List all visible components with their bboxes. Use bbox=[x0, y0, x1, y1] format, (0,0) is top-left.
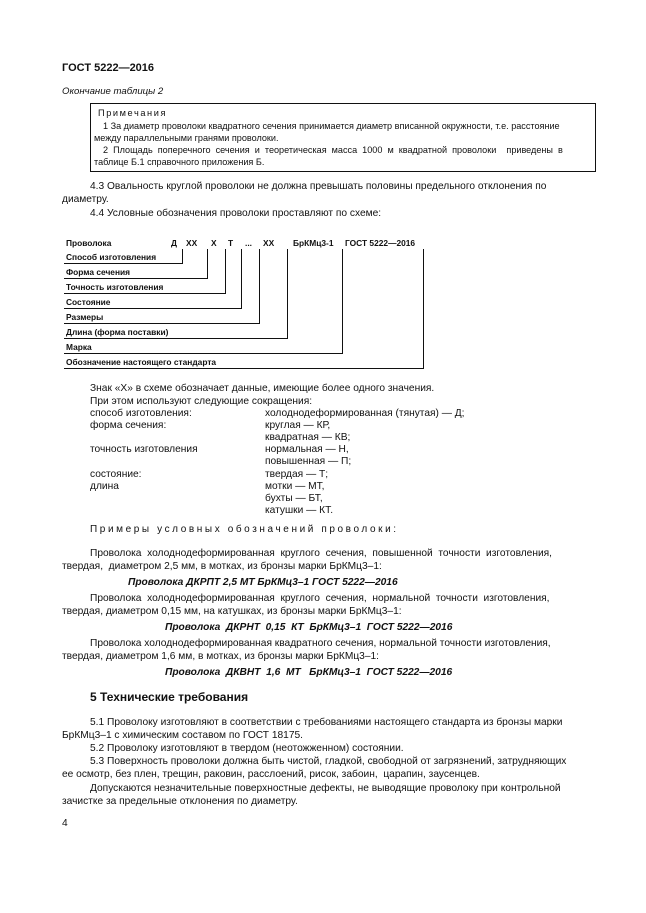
note-1-line-2: между параллельными гранями проволоки. bbox=[94, 133, 279, 143]
abbr-value-length-spools: катушки — КТ. bbox=[265, 505, 334, 516]
scheme-vline-standard bbox=[423, 249, 424, 369]
abbr-value-method: холоднодеформированная (тянутая) — Д; bbox=[265, 408, 465, 419]
example-1-code: Проволока ДКРПТ 2,5 МТ БрКМц3–1 ГОСТ 5222—2016 bbox=[128, 577, 398, 588]
example-2-code: Проволока ДКРНТ 0,15 КТ БрКМц3–1 ГОСТ 5222—2016 bbox=[165, 622, 453, 633]
abbr-label-length: длина bbox=[90, 481, 119, 492]
scheme-row-grade: Марка bbox=[66, 342, 92, 352]
scheme-line-method bbox=[64, 263, 182, 264]
scheme-row-method: Способ изготовления bbox=[66, 252, 157, 262]
example-2-line-1: Проволока холоднодеформированная круглого сечения, нормальной точности изготовления, bbox=[90, 593, 550, 604]
example-1-line-1: Проволока холоднодеформированная круглого сечения, повышенной точности изготовления, bbox=[90, 548, 553, 559]
abbr-label-state: состояние: bbox=[90, 469, 142, 480]
scheme-code-d: Д bbox=[171, 238, 177, 248]
abbr-label-shape: форма сечения: bbox=[90, 420, 167, 431]
scheme-grade: БрКМц3-1 bbox=[293, 238, 334, 248]
examples-heading: Примеры условных обозначений проволоки: bbox=[90, 524, 399, 535]
example-3-line-2: твердая, диаметром 1,6 мм, в мотках, из бронзы марки БрКМц3–1: bbox=[62, 651, 379, 662]
paragraph-5-3-line-1: 5.3 Поверхность проволоки должна быть чистой, гладкой, свободной от загрязнений, затрудняющих bbox=[90, 756, 567, 767]
abbr-label-method: способ изготовления: bbox=[90, 408, 192, 419]
scheme-vline-dots bbox=[259, 249, 260, 324]
scheme-line-length bbox=[64, 338, 287, 339]
scheme-row-length: Длина (форма поставки) bbox=[66, 327, 169, 337]
abbr-value-length-bays: бухты — БТ, bbox=[265, 493, 323, 504]
scheme-row-shape: Форма сечения bbox=[66, 267, 131, 277]
scheme-vline-x bbox=[225, 249, 226, 294]
example-3-code: Проволока ДКВНТ 1,6 МТ БрКМц3–1 ГОСТ 5222—2016 bbox=[165, 667, 453, 678]
note-2-line-2: таблице Б.1 справочного приложения Б. bbox=[94, 157, 265, 167]
scheme-row-state: Состояние bbox=[66, 297, 111, 307]
scheme-note: Знак «Х» в схеме обозначает данные, имеющие более одного значения. bbox=[90, 383, 435, 394]
scheme-line-grade bbox=[64, 353, 342, 354]
abbr-intro: При этом используют следующие сокращения: bbox=[90, 396, 313, 407]
scheme-row-standard: Обозначение настоящего стандарта bbox=[66, 357, 217, 367]
paragraph-5-2: 5.2 Проволоку изготовляют в твердом (неотожженном) состоянии. bbox=[90, 743, 404, 754]
scheme-line-dimensions bbox=[64, 323, 259, 324]
paragraph-5-4-line-2: зачистке за предельные отклонения по диаметру. bbox=[62, 796, 298, 807]
paragraph-5-4-line-1: Допускаются незначительные поверхностные дефекты, не выводящие проволоку при контрольной bbox=[90, 783, 561, 794]
page-number: 4 bbox=[62, 818, 68, 829]
scheme-vline-grade bbox=[342, 249, 343, 354]
abbr-value-length-coils: мотки — МТ, bbox=[265, 481, 325, 492]
abbr-value-shape-round: круглая — КР, bbox=[265, 420, 331, 431]
paragraph-4-3-line-2: диаметру. bbox=[62, 194, 109, 205]
scheme-code-xx2: ХХ bbox=[263, 238, 275, 248]
notes-title: Примечания bbox=[98, 108, 168, 118]
scheme-vline-d bbox=[182, 249, 183, 264]
table-continuation-caption: Окончание таблицы 2 bbox=[62, 86, 164, 97]
scheme-line-standard bbox=[64, 368, 423, 369]
abbr-value-accuracy-high: повышенная — П; bbox=[265, 456, 352, 467]
scheme-code-x: Х bbox=[211, 238, 217, 248]
note-1-line-1: 1 За диаметр проволоки квадратного сечения принимается диаметр вписанной окружности, т.е. расстояние bbox=[103, 121, 560, 131]
example-3-line-1: Проволока холоднодеформированная квадратного сечения, нормальной точности изготовления, bbox=[90, 638, 551, 649]
paragraph-5-1-line-2: БрКМц3–1 с химическим составом по ГОСТ 18175. bbox=[62, 730, 303, 741]
scheme-line-shape bbox=[64, 278, 207, 279]
note-2-line-1: 2 Площадь поперечного сечения и теоретическая масса 1000 м квадратной проволоки приведены в bbox=[103, 145, 563, 155]
abbr-label-accuracy: точность изготовления bbox=[90, 444, 198, 455]
scheme-code-t: Т bbox=[228, 238, 234, 248]
paragraph-5-1-line-1: 5.1 Проволоку изготовляют в соответствии с требованиями настоящего стандарта из бронзы марки bbox=[90, 717, 563, 728]
paragraph-5-3-line-2: ее осмотр, без плен, трещин, раковин, расслоений, рисок, забоин, царапин, заусенцев. bbox=[62, 769, 480, 780]
scheme-line-state bbox=[64, 308, 241, 309]
scheme-row-dimensions: Размеры bbox=[66, 312, 104, 322]
paragraph-4-4: 4.4 Условные обозначения проволоки проставляют по схеме: bbox=[90, 208, 382, 219]
scheme-standard: ГОСТ 5222—2016 bbox=[345, 238, 416, 248]
scheme-word: Проволока bbox=[66, 238, 112, 248]
scheme-vline-xx1 bbox=[207, 249, 208, 279]
document-standard-code: ГОСТ 5222—2016 bbox=[62, 62, 155, 74]
scheme-line-accuracy bbox=[64, 293, 225, 294]
abbr-value-shape-square: квадратная — КВ; bbox=[265, 432, 351, 443]
scheme-code-xx1: ХХ bbox=[186, 238, 198, 248]
scheme-row-accuracy: Точность изготовления bbox=[66, 282, 164, 292]
scheme-vline-t bbox=[241, 249, 242, 309]
scheme-vline-xx2 bbox=[287, 249, 288, 339]
section-5-heading: 5 Технические требования bbox=[90, 690, 249, 704]
scheme-code-dots: ... bbox=[245, 238, 252, 248]
abbr-value-accuracy-normal: нормальная — Н, bbox=[265, 444, 349, 455]
paragraph-4-3-line-1: 4.3 Овальность круглой проволоки не должна превышать половины предельного отклонения по bbox=[90, 181, 547, 192]
example-1-line-2: твердая, диаметром 2,5 мм, в мотках, из бронзы марки БрКМц3–1: bbox=[62, 561, 382, 572]
abbr-value-state-hard: твердая — Т; bbox=[265, 469, 329, 480]
example-2-line-2: твердая, диаметром 0,15 мм, на катушках, из бронзы марки БрКМц3–1: bbox=[62, 606, 402, 617]
